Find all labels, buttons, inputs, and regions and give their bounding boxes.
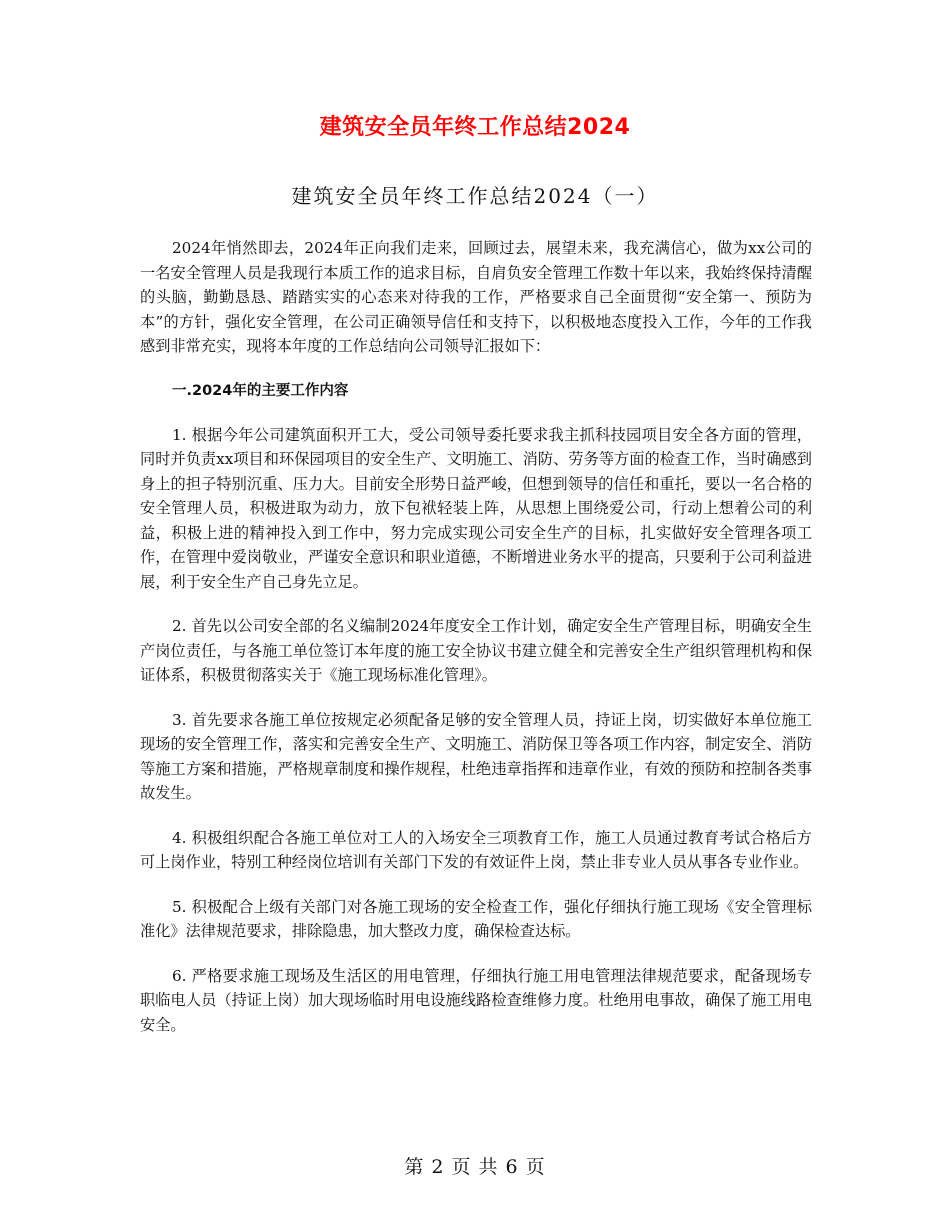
document-title: 建筑安全员年终工作总结2024 [319, 115, 631, 140]
work-item-3: 3. 首先要求各施工单位按规定必须配备足够的安全管理人员，持证上岗，切实做好本单位施工现场的安全管理工作，落实和完善安全生产、文明施工、消防保卫等各项工作内容，制定安全、消防等施工方案和措施，严格规章制度和操作规程，杜绝违章指挥和违章作业，有效的预防和控制各类事故发生。 [140, 710, 812, 802]
work-item-1: 1. 根据今年公司建筑面积开工大，受公司领导委托要求我主抓科技园项目安全各方面的管理，同时并负责xx项目和环保园项目的安全生产、文明施工、消防、劳务等方面的检查工作，当时确感到身上的担子特别沉重、压力大。目前安全形势日益严峻，但想到领导的信任和重托，要以一名合格的安全管理人员，积极进取为动力，放下包袱轻装上阵，从思想上围绕爱公司，行动上想着公司的利益，积极上进的精神投入到工作中，努力完成实现公司安全生产的目标，扎实做好安全管理各项工作，在管理中爱岗敬业，严谨安全意识和职业道德，不断增进业务水平的提高，只要利于公司利益进展，利于安全生产自己身先立足。 [140, 425, 812, 591]
intro-paragraph: 2024年悄然即去，2024年正向我们走来，回顾过去，展望未来，我充满信心，做为xx公司的一名安全管理人员是我现行本质工作的追求目标，自肩负安全管理工作数十年以来，我始终保持清醒的头脑，勤勤恳恳、踏踏实实的心态来对待我的工作，严格要求自己全面贯彻“安全第一、预防为本”的方针，强化安全管理，在公司正确领导信任和支持下，以积极地态度投入工作，今年的工作我感到非常充实，现将本年度的工作总结向公司领导汇报如下： [140, 239, 812, 355]
work-item-2: 2. 首先以公司安全部的名义编制2024年度安全工作计划，确定安全生产管理目标，明确安全生产岗位责任，与各施工单位签订本年度的施工安全协议书建立健全和完善安全生产组织管理机构和保证体系，积极贯彻落实关于《施工现场标准化管理》。 [140, 617, 812, 684]
work-item-6: 6. 严格要求施工现场及生活区的用电管理，仔细执行施工用电管理法律规范要求，配备现场专职临电人员（持证上岗）加大现场临时用电设施线路检查维修力度。杜绝用电事故，确保了施工用电安全。 [140, 966, 812, 1034]
page-number-footer: 第 2 页 共 6 页 [404, 1156, 546, 1178]
section-heading: 一.2024年的主要工作内容 [172, 382, 349, 399]
document-subtitle: 建筑安全员年终工作总结2024（一） [291, 184, 659, 208]
work-item-4: 4. 积极组织配合各施工单位对工人的入场安全三项教育工作，施工人员通过教育考试合格后方可上岗作业，特别工种经岗位培训有关部门下发的有效证件上岗，禁止非专业人员从事各专业作业。 [140, 828, 812, 871]
document-body [140, 236, 812, 1057]
work-item-5: 5. 积极配合上级有关部门对各施工现场的安全检查工作，强化仔细执行施工现场《安全管理标准化》法律规范要求，排除隐患，加大整改力度，确保检查达标。 [140, 897, 812, 940]
